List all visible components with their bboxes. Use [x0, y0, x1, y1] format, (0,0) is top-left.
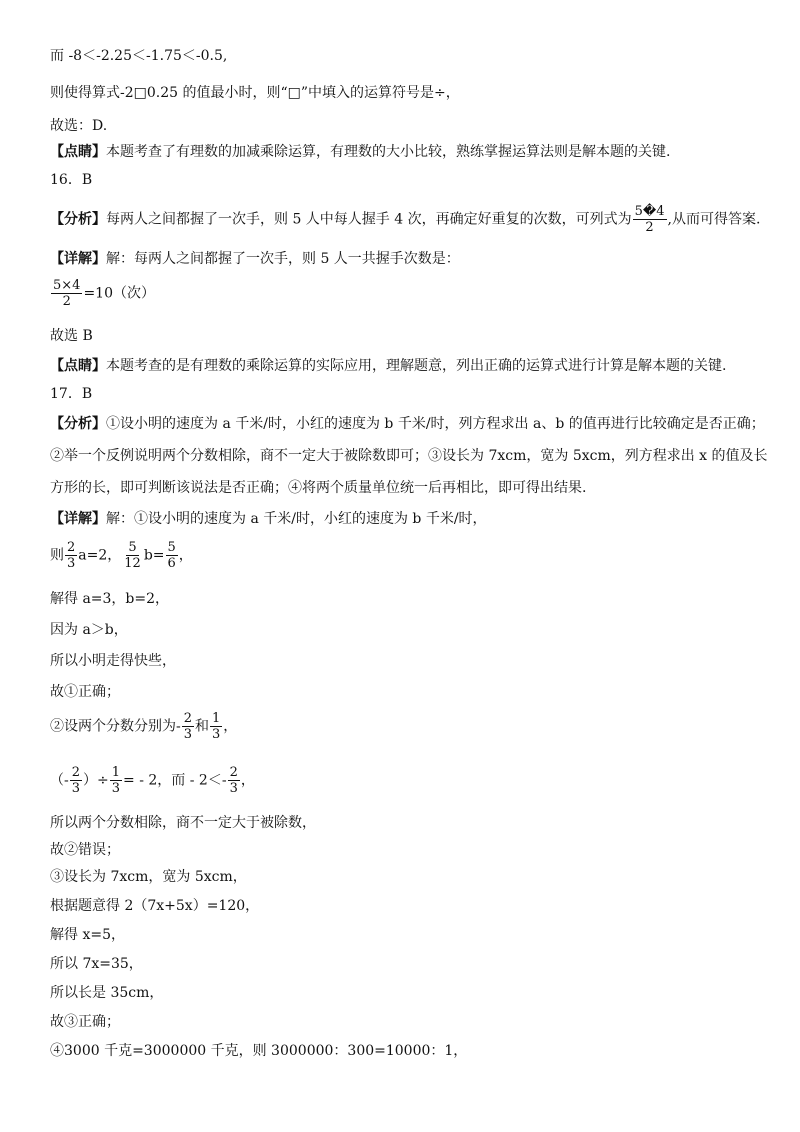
comment-line — [50, 142, 670, 162]
text-line: 则使得算式-2□0.25 的值最小时，则“□”中填入的运算符号是÷， — [50, 85, 460, 101]
formula-line — [50, 278, 155, 309]
analysis-line — [50, 414, 765, 434]
fraction — [65, 540, 77, 571]
formula-line — [50, 711, 237, 742]
fraction — [122, 540, 143, 571]
formula-end: ， — [178, 547, 193, 564]
text-line: 而 -8＜-2.25＜-1.75＜-0.5, — [50, 48, 228, 64]
analysis-tag: 【分析】 — [50, 211, 106, 228]
fraction-denominator: 6 — [167, 556, 176, 571]
comment-tag: 【点睛】 — [50, 358, 106, 374]
analysis-text: ①设小明的速度为 a 千米/时，小红的速度为 b 千米/时，列方程求出 a、b 的值再进行比较确定是否正确； — [106, 416, 765, 432]
fraction-denominator: 3 — [71, 781, 81, 796]
detail-line — [50, 509, 487, 529]
analysis-line — [50, 204, 760, 235]
fraction — [210, 711, 222, 742]
text-line: 故③正确； — [50, 1014, 120, 1030]
formula-prefix: ②设两个分数分别为- — [50, 718, 181, 735]
formula-part: a=2， — [78, 547, 122, 564]
detail-tag: 【详解】 — [50, 511, 106, 527]
analysis-text: 每两人之间都握了一次手，则 5 人中每人握手 4 次，再确定好重复的次数，可列式为 — [106, 211, 632, 228]
formula-part: = - 2，而 - 2＜- — [123, 772, 227, 789]
formula-prefix: 则 — [50, 547, 64, 564]
comment-text: 本题考查了有理数的加减乘除运算，有理数的大小比较，熟练掌握运算法则是解本题的关键. — [106, 144, 671, 160]
text-line: 解得 a=3，b=2， — [50, 591, 170, 607]
fraction — [110, 765, 122, 796]
text-line: 因为 a＞b， — [50, 622, 128, 638]
text-line: 故选：D. — [50, 118, 108, 134]
text-line: 方形的长，即可判断该说法是否正确；④将两个质量单位统一后再相比，即可得出结果. — [50, 480, 587, 496]
fraction-denominator: 3 — [67, 556, 76, 571]
fraction-denominator: 3 — [183, 727, 193, 742]
comment-text: 本题考查的是有理数的乘除运算的实际应用，理解题意，列出正确的运算式进行计算是解本题的关键. — [106, 358, 727, 374]
fraction-numerator: 5�4 — [634, 204, 665, 219]
fraction — [182, 711, 194, 742]
fraction-numerator: 2 — [67, 540, 76, 555]
text-line: 所以两个分数相除，商不一定大于被除数， — [50, 815, 316, 831]
text-line: ③设长为 7xcm，宽为 5xcm， — [50, 869, 247, 885]
text-line: ④3000 千克=3000000 千克，则 3000000：300=10000：1， — [50, 1043, 468, 1059]
fraction-numerator: 5 — [167, 540, 176, 555]
fraction-numerator: 1 — [111, 765, 121, 780]
text-line: 解得 x=5， — [50, 927, 125, 943]
text-line: 故①正确； — [50, 684, 120, 700]
fraction — [51, 278, 82, 309]
question-number: 17．B — [50, 386, 93, 402]
text-line: 根据题意得 2（7x+5x）=120， — [50, 898, 260, 914]
formula-part: （- — [50, 772, 69, 789]
fraction-numerator: 2 — [183, 711, 193, 726]
fraction-numerator: 5 — [128, 540, 137, 555]
analysis-tag: 【分析】 — [50, 416, 106, 432]
text-line: 所以长是 35cm， — [50, 985, 164, 1001]
fraction-numerator: 1 — [212, 711, 221, 726]
fraction-denominator: 2 — [645, 220, 654, 235]
formula-part: b= — [143, 547, 165, 564]
fraction — [228, 765, 240, 796]
fraction-numerator: 2 — [71, 765, 81, 780]
analysis-text-end: ,从而可得答案. — [667, 211, 761, 228]
text-line: 所以 7x=35， — [50, 956, 143, 972]
text-line: 故②错误； — [50, 842, 120, 858]
formula-part: ）÷ — [83, 772, 109, 789]
formula-result: =10（次） — [83, 285, 155, 302]
fraction-numerator: 5×4 — [53, 278, 81, 293]
comment-tag: 【点睛】 — [50, 144, 106, 160]
fraction-denominator: 12 — [124, 556, 141, 571]
detail-text: 解：①设小明的速度为 a 千米/时，小红的速度为 b 千米/时， — [106, 511, 487, 527]
detail-tag: 【详解】 — [50, 251, 106, 267]
text-line: 故选 B — [50, 328, 93, 344]
fraction-denominator: 3 — [212, 727, 221, 742]
formula-line — [50, 765, 255, 796]
fraction-denominator: 2 — [62, 294, 71, 309]
question-number: 16．B — [50, 172, 93, 188]
formula-end: ， — [240, 772, 255, 789]
formula-end: ， — [223, 718, 238, 735]
detail-line — [50, 249, 460, 269]
fraction-denominator: 3 — [229, 781, 238, 796]
text-line: ②举一个反例说明两个分数相除，商不一定大于被除数即可；③设长为 7xcm，宽为 5xcm，列方程求出 x 的值及长 — [50, 448, 768, 464]
comment-line — [50, 356, 726, 376]
text-line: 所以小明走得快些， — [50, 653, 176, 669]
fraction-denominator: 3 — [111, 781, 121, 796]
detail-text: 解：每两人之间都握了一次手，则 5 人一共握手次数是： — [106, 251, 460, 267]
formula-line — [50, 540, 193, 571]
fraction — [70, 765, 82, 796]
fraction-numerator: 2 — [229, 765, 238, 780]
fraction — [633, 204, 667, 235]
fraction — [166, 540, 178, 571]
formula-part: 和 — [195, 718, 210, 735]
